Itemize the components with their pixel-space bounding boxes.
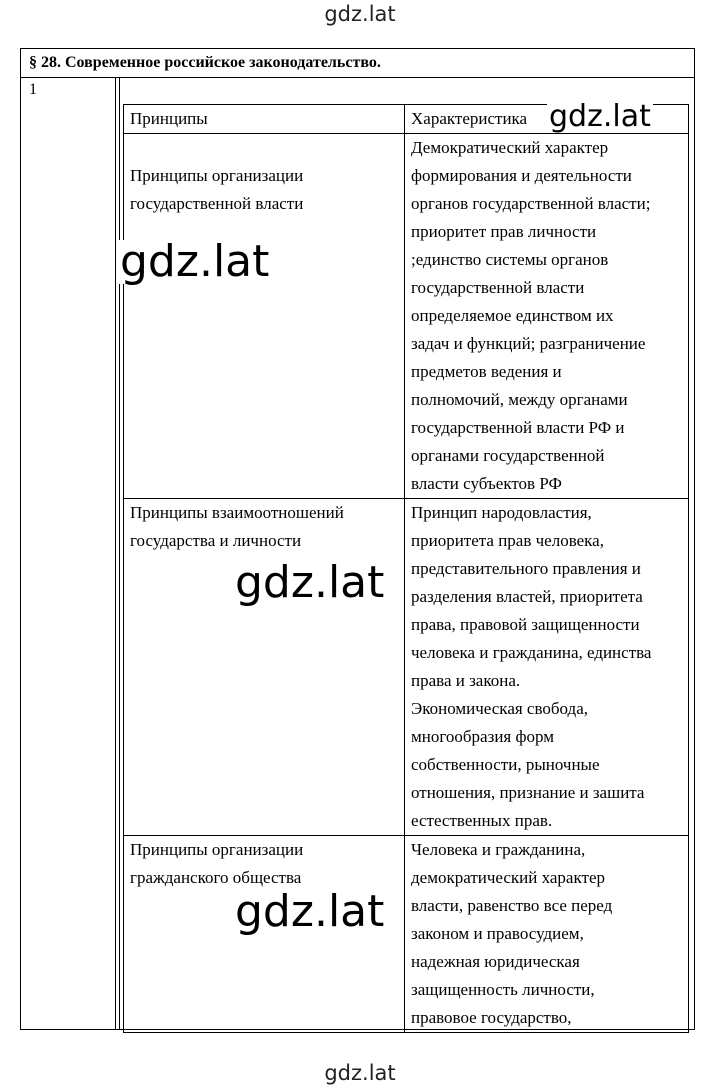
task-number: 1 [29,81,37,98]
principle-text: Принципы взаимоотношений государства и личности [130,503,344,550]
column-divider [115,78,116,1029]
characteristic-text: Человека и гражданина, демократический характер власти, равенство все перед законом и правосудием, надежная юридическая защищенность личности, правовое государство, [411,840,613,1027]
characteristic-text: Принцип народовластия, приоритета прав человека, представительного правления и разделения властей, приоритета права, правовой защищенности человека и гражданина, единства права и закона. Экономическая свобода, многообразия форм собственности, рыночные отношения, признание и зашита естественных прав. [411,503,652,830]
section-title: § 28. Современное российское законодательство. [21,49,694,78]
watermark-middle: gdz.lat [235,557,385,608]
principle-text: Принципы организации гражданского общества [130,840,304,887]
characteristic-cell [405,134,689,499]
characteristic-text: Демократический характер формирования и деятельности органов государственной власти; приоритет прав личности ;единство системы органов государственной власти определяемое единством их задач и функций; разграничение предметов ведения и полномочий, между органами государственной власти РФ и органами государственной власти субъектов РФ [411,138,651,493]
table-row [124,134,689,499]
principle-cell [124,134,405,499]
table-row [124,836,689,1033]
table-row [124,499,689,836]
watermark-top: gdz.lat [324,2,396,26]
principle-text: Принципы организации государственной власти [130,166,304,213]
watermark-header-cell: gdz.lat [549,99,651,134]
characteristic-cell [405,499,689,836]
characteristic-cell [405,836,689,1033]
watermark-left: gdz.lat [120,236,270,287]
principle-cell [124,499,405,836]
column-divider [119,78,120,1029]
header-characteristic: Характеристика [405,105,689,134]
watermark-lower: gdz.lat [235,886,385,937]
watermark-bottom: gdz.lat [324,1061,396,1085]
header-principles: Принципы [124,105,405,134]
